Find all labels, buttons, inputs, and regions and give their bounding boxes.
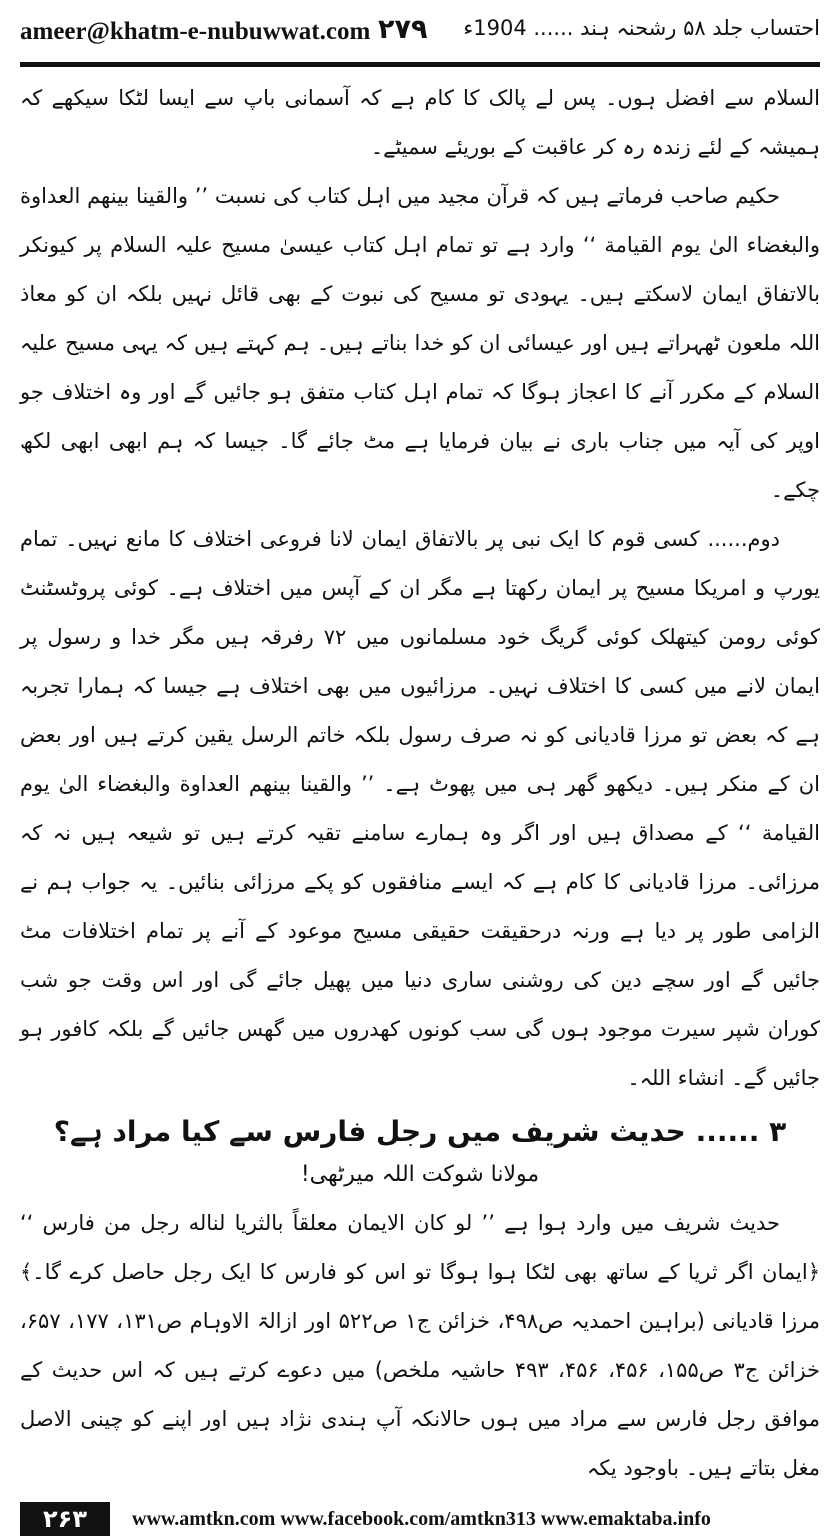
section-heading: ۳ ...... حدیث شریف میں رجل فارس سے کیا مراد ہے؟	[53, 1115, 787, 1148]
paragraph-hadith: حدیث شریف میں وارد ہوا ہے ’’ لو کان الایمان معلقاً بالثریا لناله رجل من فارس ‘‘ ﴿ایمان اگر ثریا کے ساتھ بھی لٹکا ہوا ہوگا تو اس کو فارس کا ایک رجل حاصل کرے گا۔﴾ مرزا قادیانی (براہین احمدیہ ص۴۹۸، خزائن ج۱ ص۵۲۲ اور ازالۃ الاوہام ص۱۳۱، ۱۷۷، ۶۵۷، خزائن ج۳ ص۱۵۵، ۴۵۶، ۴۵۶، ۴۹۳ حاشیہ ملخص) میں دعوے کرتے ہیں کہ اس حدیث کے موافق رجل فارس سے مراد میں ہوں حالانکہ آپ ہندی نژاد ہیں اور اپنے کو چینی الاصل مغل بتاتے ہیں۔ باوجود یکہ	[20, 1211, 821, 1480]
page-footer	[20, 1500, 820, 1540]
header-rule	[20, 62, 820, 67]
header-running-title: احتساب جلد ۵۸ رشحنہ ہند ...... 1904ء	[463, 16, 820, 40]
paragraph-intro: السلام سے افضل ہوں۔ پس لے پالک کا کام ہے کہ آسمانی باپ سے ایسا لٹکا سیکھے کہ ہمیشہ کے لئے زندہ رہ کر عاقبت کے بوریئے سمیٹے۔	[20, 86, 820, 159]
page-header	[20, 0, 820, 62]
header-page-number: ۲۷۹	[378, 14, 428, 45]
footer-folio: ۲۶۳	[20, 1502, 110, 1536]
paragraph-second-point: دوم...... کسی قوم کا ایک نبی پر بالاتفاق ایمان لانا فروعی اختلاف کا مانع نہیں۔ تمام یورپ و امریکا مسیح پر ایمان رکھتا ہے مگر ان کے آپس میں اختلاف ہے۔ کوئی پروٹسٹنٹ کوئی رومن کیتھلک کوئی گریگ خود مسلمانوں میں ۷۲ رفرقہ ہیں مگر خدا و رسول پر ایمان لانے میں کسی کا اختلاف نہیں۔ مرزائیوں میں بھی اختلاف ہے جیسا کہ ہمارا تجربہ ہے کہ بعض تو مرزا قادیانی کو نہ صرف رسول بلکہ خاتم الرسل یقین کرتے ہیں اور بعض ان کے منکر ہیں۔ دیکھو گھر ہی میں پھوٹ ہے۔ ’’ والقینا بینهم العداوة والبغضاء الیٰ یوم القیامة ‘‘ کے مصداق ہیں اور اگر وہ ہمارے سامنے تقیہ کرتے ہیں تو شیعہ ہیں نہ کہ مرزائی۔ مرزا قادیانی کا کام ہے کہ ایسے منافقوں کو پکے مرزائی بنائیں۔ یہ جواب ہم نے الزامی طور پر دیا ہے ورنہ درحقیقت حقیقی مسیح موعود کے آنے پر تمام اختلافات مٹ جائیں گے اور سچے دین کی روشنی ساری دنیا میں پھیل جائے گی اور اس وقت جو شب کوران شپر سیرت موجود ہوں گی سب کونوں کھدروں میں گھس جائیں گے بلکہ کافور ہو جائیں گے۔ انشاء اللہ۔	[20, 527, 820, 1090]
page-body	[20, 74, 820, 1493]
section-author: مولانا شوکت اللہ میرٹھی!	[300, 1162, 540, 1187]
header-email: ameer@khatm-e-nubuwwat.com	[20, 18, 371, 45]
footer-websites: www.amtkn.com www.facebook.com/amtkn313 www.emaktaba.info	[132, 1508, 711, 1530]
paragraph-hakim-reply: حکیم صاحب فرماتے ہیں کہ قرآن مجید میں اہل کتاب کی نسبت ’’ والقینا بینهم العداوة والبغضاء الیٰ یوم القیامة ‘‘ وارد ہے تو تمام اہل کتاب عیسیٰ مسیح علیہ السلام پر کیونکر بالاتفاق ایمان لاسکتے ہیں۔ یہودی تو مسیح کی نبوت کے بھی قائل نہیں بلکہ ان کو معاذ اللہ ملعون ٹھہراتے ہیں اور عیسائی ان کو خدا بناتے ہیں۔ ہم کہتے ہیں کہ یہی مسیح علیہ السلام کے مکرر آنے کا اعجاز ہوگا کہ تمام اہل کتاب متفق ہو جائیں گے اور وہ اختلاف جو اوپر کی آیہ میں جناب باری نے بیان فرمایا ہے مٹ جائے گا۔ جیسا کہ ہم ابھی ابھی لکھ چکے۔	[20, 184, 820, 502]
